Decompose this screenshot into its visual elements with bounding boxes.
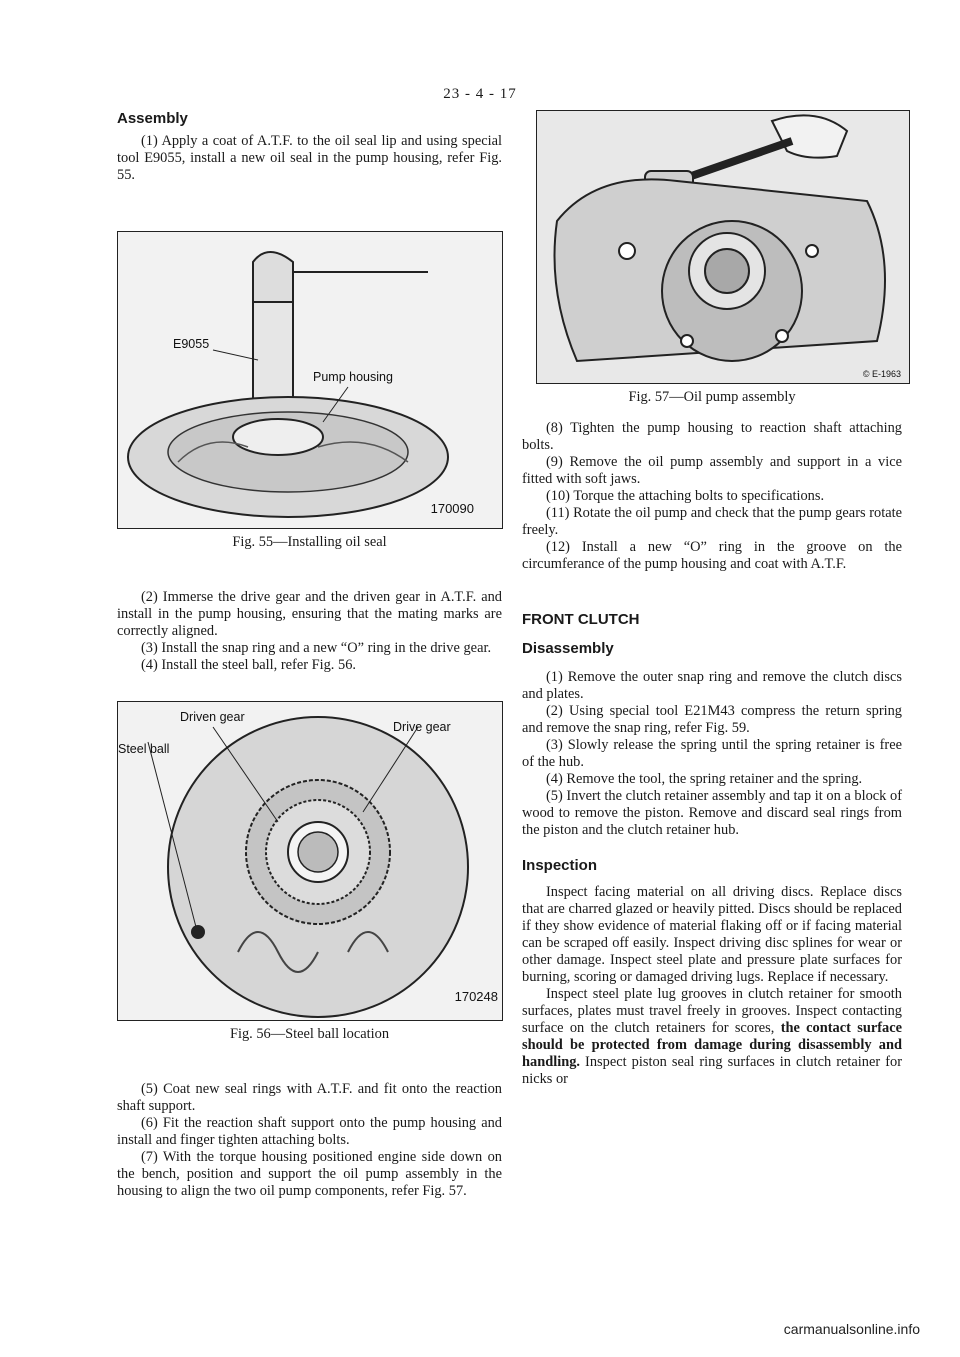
watermark: carmanualsonline.info	[783, 1321, 920, 1337]
step-2: (2) Immerse the drive gear and the driven gear in A.T.F. and install in the pump housing, ensuring that the mating marks are correctly aligned.	[117, 589, 502, 639]
disassembly-heading: Disassembly	[522, 640, 614, 657]
disassembly-step-1: (1) Remove the outer snap ring and remove the clutch discs and plates.	[522, 669, 902, 702]
inspection-para-1: Inspect facing material on all driving discs. Replace discs that are charred glazed or heavily pitted. Discs should be replaced if they show evidence of material flaking off or if facing material can be scraped off easily. Inspect driving disc splines for wear or other damage. Inspect steel plate and pressure plate surfaces for burning, scoring or damaged driving lugs. Replace if necessary.	[522, 884, 902, 985]
steel-ball-location-illustration	[118, 702, 502, 1020]
step-3: (3) Install the snap ring and a new “O” ring in the drive gear.	[141, 640, 492, 656]
step-11: (11) Rotate the oil pump and check that the pump gears rotate freely.	[522, 505, 902, 538]
label-drive-gear: Drive gear	[393, 720, 451, 734]
step-7: (7) With the torque housing positioned engine side down on the bench, position and support the oil pump assembly in the housing to align the two oil pump components, refer Fig. 57.	[117, 1149, 502, 1199]
label-steel-ball: Steel ball	[118, 742, 170, 756]
label-e9055: E9055	[173, 337, 210, 351]
fig-56-caption: Fig. 56—Steel ball location	[229, 1026, 390, 1042]
inspection-warning: the contact surface should be protected from damage during disassembly and handling.	[522, 1020, 902, 1070]
figure-code: 170090	[430, 501, 474, 516]
figure-57	[536, 110, 910, 384]
disassembly-step-5: (5) Invert the clutch retainer assembly and tap it on a block of wood to remove the piston. Remove and discard seal rings from the piston and the clutch retainer hub.	[522, 788, 902, 838]
step-10: (10) Torque the attaching bolts to specifications.	[546, 488, 825, 504]
label-driven-gear: Driven gear	[180, 710, 245, 724]
assembly-heading: Assembly	[117, 110, 188, 127]
oil-seal-installation-illustration	[118, 232, 502, 528]
step-12: (12) Install a new “O” ring in the groove on the circumferance of the pump housing and coat with A.T.F.	[522, 539, 902, 572]
step-5: (5) Coat new seal rings with A.T.F. and fit onto the reaction shaft support.	[117, 1081, 502, 1114]
oil-pump-assembly-illustration	[537, 111, 909, 383]
inspection-para-2-end: Inspect piston seal ring surfaces in clutch retainer for nicks or	[522, 1054, 902, 1087]
step-1: (1) Apply a coat of A.T.F. to the oil seal lip and using special tool E9055, install a new oil seal in the pump housing, refer Fig. 55.	[117, 133, 502, 183]
fig-55-caption: Fig. 55—Installing oil seal	[232, 534, 387, 550]
step-8: (8) Tighten the pump housing to reaction shaft attaching bolts.	[522, 420, 902, 453]
inspection-heading: Inspection	[522, 857, 598, 874]
figure-code: 170248	[454, 989, 498, 1004]
label-pump-housing: Pump housing	[313, 370, 393, 384]
front-clutch-heading: FRONT CLUTCH	[522, 611, 640, 628]
figure-code: © E-1963	[862, 369, 901, 379]
disassembly-step-4: (4) Remove the tool, the spring retainer and the spring.	[546, 771, 863, 787]
page-number: 23 - 4 - 17	[443, 86, 517, 102]
fig-57-caption: Fig. 57—Oil pump assembly	[628, 389, 796, 405]
disassembly-step-2: (2) Using special tool E21M43 compress the return spring and remove the snap ring, refer Fig. 59.	[522, 703, 902, 736]
inspection-para-2-start: Inspect steel plate lug grooves in clutch retainer for smooth surfaces, plates must travel freely in grooves. Inspect contacting surface on the clutch retainers for scores,	[522, 986, 902, 1036]
left-column	[117, 110, 502, 1200]
step-4: (4) Install the steel ball, refer Fig. 56.	[141, 657, 356, 673]
step-9: (9) Remove the oil pump assembly and support in a vice fitted with soft jaws.	[522, 454, 902, 487]
inspection-para-2	[522, 986, 902, 1088]
step-6: (6) Fit the reaction shaft support onto the pump housing and install and finger tighten attaching bolts.	[117, 1115, 502, 1148]
figure-56	[117, 701, 503, 1021]
figure-55	[117, 231, 503, 529]
right-column	[522, 110, 902, 1088]
disassembly-step-3: (3) Slowly release the spring until the spring retainer is free of the hub.	[522, 737, 902, 770]
